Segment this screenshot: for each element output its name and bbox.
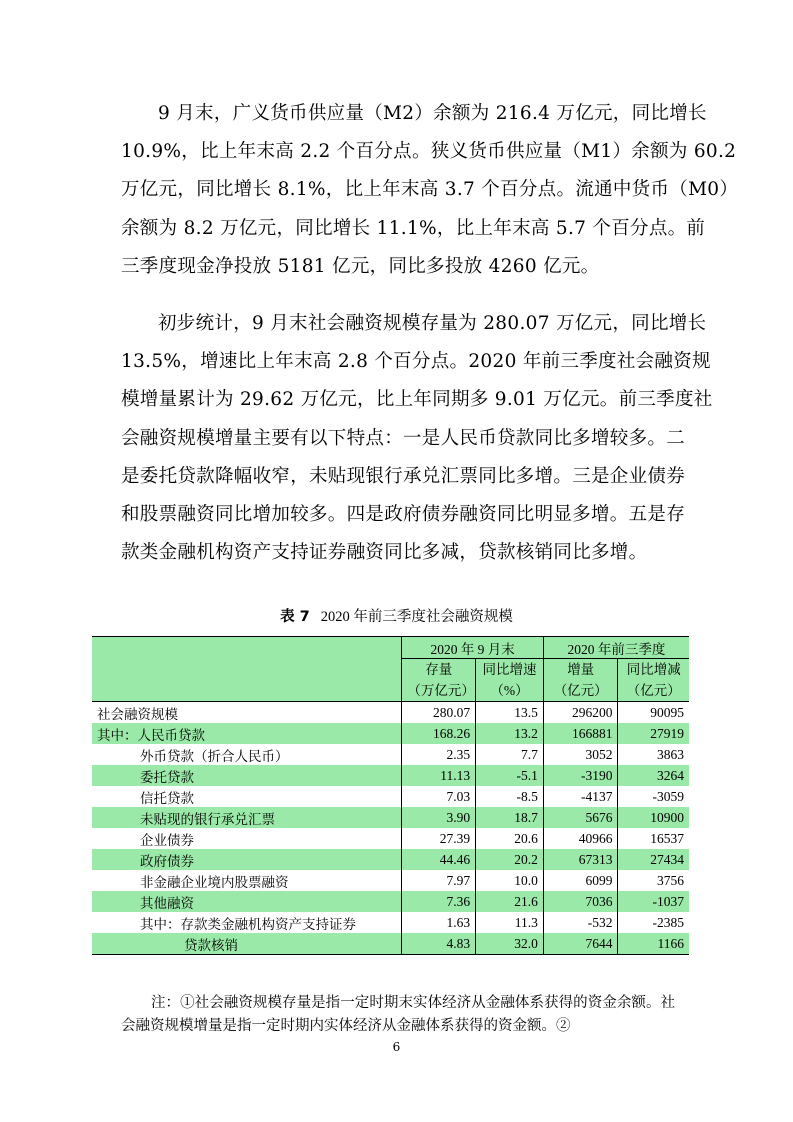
paragraph-money-supply	[121, 95, 739, 286]
table-row	[92, 933, 689, 955]
column-header: 同比增速 （%）	[476, 659, 544, 702]
cell-change: 16537	[650, 830, 684, 846]
cell-growth: 13.2	[476, 723, 544, 744]
paragraph-line: 模增量累计为 29.62 万亿元，比上年同期多 9.01 万亿元。前三季度社	[121, 389, 713, 411]
row-name: 信托贷款	[92, 786, 402, 807]
table-title: 2020 年前三季度社会融资规模	[320, 609, 513, 625]
cell-increment: 5676	[543, 807, 618, 828]
table-row	[92, 765, 689, 786]
cell-increment: 296200	[543, 702, 618, 724]
cell-change: 3756	[657, 872, 684, 888]
table-row	[92, 891, 689, 912]
cell-increment: 166881	[543, 723, 618, 744]
cell-growth: -5.1	[476, 765, 544, 786]
cell-growth: 18.7	[476, 807, 544, 828]
paragraph-line: 和股票融资同比增加较多。四是政府债券融资同比明显多增。五是存	[121, 503, 686, 525]
paragraph-line: 初步统计，9 月末社会融资规模存量为 280.07 万亿元，同比增长	[158, 313, 707, 334]
row-name: 政府债券	[92, 849, 402, 870]
cell-stock: 1.63	[402, 912, 476, 933]
cell-increment: -532	[543, 912, 618, 933]
cell-increment: 67313	[543, 849, 618, 870]
cell-change: 1166	[618, 933, 689, 955]
cell-change: 90095	[650, 704, 684, 720]
row-name: 非金融企业境内股票融资	[92, 870, 402, 891]
cell-change: 3863	[657, 746, 684, 762]
cell-change: -3059	[652, 788, 684, 804]
paragraph-line: 13.5%，增速比上年末高 2.8 个百分点。2020 年前三季度社会融资规	[121, 351, 711, 373]
table-row	[92, 723, 689, 744]
column-header: 存量 （万亿元）	[402, 659, 476, 702]
cell-stock: 168.26	[402, 723, 476, 744]
cell-growth: 10.0	[476, 870, 544, 891]
paragraph-line: 万亿元，同比增长 8.1%，比上年末高 3.7 个百分点。流通中货币（M0）	[121, 179, 739, 201]
cell-increment: 40966	[543, 828, 618, 849]
table-note: 注：①社会融资规模存量是指一定时期末实体经济从金融体系获得的资金余额。社会融资规模增量是指一定时期内实体经济从金融体系获得的资金额。②	[121, 995, 675, 1034]
cell-increment: 7644	[543, 933, 618, 955]
cell-growth: 20.6	[476, 828, 544, 849]
cell-increment: -4137	[543, 786, 618, 807]
row-name: 其中：人民币贷款	[92, 723, 402, 744]
table-label: 表 7	[280, 609, 310, 625]
cell-stock: 7.03	[402, 786, 476, 807]
table-caption	[0, 605, 793, 626]
cell-stock: 3.90	[402, 807, 476, 828]
cell-stock: 2.35	[402, 744, 476, 765]
row-name: 外币贷款（折合人民币）	[92, 744, 402, 765]
cell-increment: 7036	[543, 891, 618, 912]
social-financing-table	[92, 636, 689, 955]
cell-change: 27434	[650, 851, 684, 867]
row-name: 企业债券	[92, 828, 402, 849]
cell-change: 3264	[657, 767, 684, 783]
group-header-flow: 2020 年前三季度	[543, 637, 689, 659]
cell-growth: 7.7	[476, 744, 544, 765]
paragraph-line: 是委托贷款降幅收窄，未贴现银行承兑汇票同比多增。三是企业债券	[121, 465, 686, 487]
cell-stock: 44.46	[402, 849, 476, 870]
cell-stock: 11.13	[402, 765, 476, 786]
paragraph-line: 会融资规模增量主要有以下特点：一是人民币贷款同比多增较多。二	[121, 427, 686, 449]
cell-stock: 7.36	[402, 891, 476, 912]
paragraph-social-financing	[121, 305, 713, 572]
paragraph-line: 三季度现金净投放 5181 亿元，同比多投放 4260 亿元。	[121, 255, 600, 277]
table-row	[92, 849, 689, 870]
column-header: 增量 （亿元）	[543, 659, 618, 702]
cell-change: -1037	[652, 893, 684, 909]
cell-growth: 32.0	[476, 933, 544, 955]
group-header-stock: 2020 年 9 月末	[402, 637, 544, 659]
cell-growth: 13.5	[476, 702, 544, 724]
cell-growth: 11.3	[476, 912, 544, 933]
table-row	[92, 807, 689, 828]
paragraph-line: 10.9%，比上年末高 2.2 个百分点。狭义货币供应量（M1）余额为 60.2	[121, 141, 737, 163]
table-row	[92, 870, 689, 891]
row-name: 社会融资规模	[92, 702, 402, 724]
table-row	[92, 828, 689, 849]
cell-increment: 6099	[543, 870, 618, 891]
cell-change: 27919	[650, 725, 684, 741]
cell-growth: 21.6	[476, 891, 544, 912]
column-header: 同比增减 （亿元）	[618, 659, 689, 702]
row-name: 其他融资	[92, 891, 402, 912]
paragraph-line: 9 月末，广义货币供应量（M2）余额为 216.4 万亿元，同比增长	[158, 103, 707, 124]
cell-change: 10900	[650, 809, 684, 825]
table-row	[92, 744, 689, 765]
cell-increment: 3052	[543, 744, 618, 765]
table-row	[92, 912, 689, 933]
header-blank-cell	[92, 637, 402, 702]
page-number: 6	[392, 1040, 401, 1054]
cell-growth: 20.2	[476, 849, 544, 870]
cell-increment: -3190	[543, 765, 618, 786]
cell-stock: 280.07	[402, 702, 476, 724]
paragraph-line: 余额为 8.2 万亿元，同比增长 11.1%，比上年末高 5.7 个百分点。前	[121, 217, 706, 239]
paragraph-line: 款类金融机构资产支持证券融资同比多减，贷款核销同比多增。	[121, 542, 648, 564]
cell-stock: 4.83	[402, 933, 476, 955]
table-row	[92, 786, 689, 807]
cell-stock: 7.97	[402, 870, 476, 891]
row-name: 其中：存款类金融机构资产支持证券	[92, 912, 402, 933]
table-row	[92, 702, 689, 724]
cell-change: -2385	[652, 914, 684, 930]
row-name: 未贴现的银行承兑汇票	[92, 807, 402, 828]
row-name: 贷款核销	[92, 933, 402, 955]
row-name: 委托贷款	[92, 765, 402, 786]
cell-stock: 27.39	[402, 828, 476, 849]
cell-growth: -8.5	[476, 786, 544, 807]
